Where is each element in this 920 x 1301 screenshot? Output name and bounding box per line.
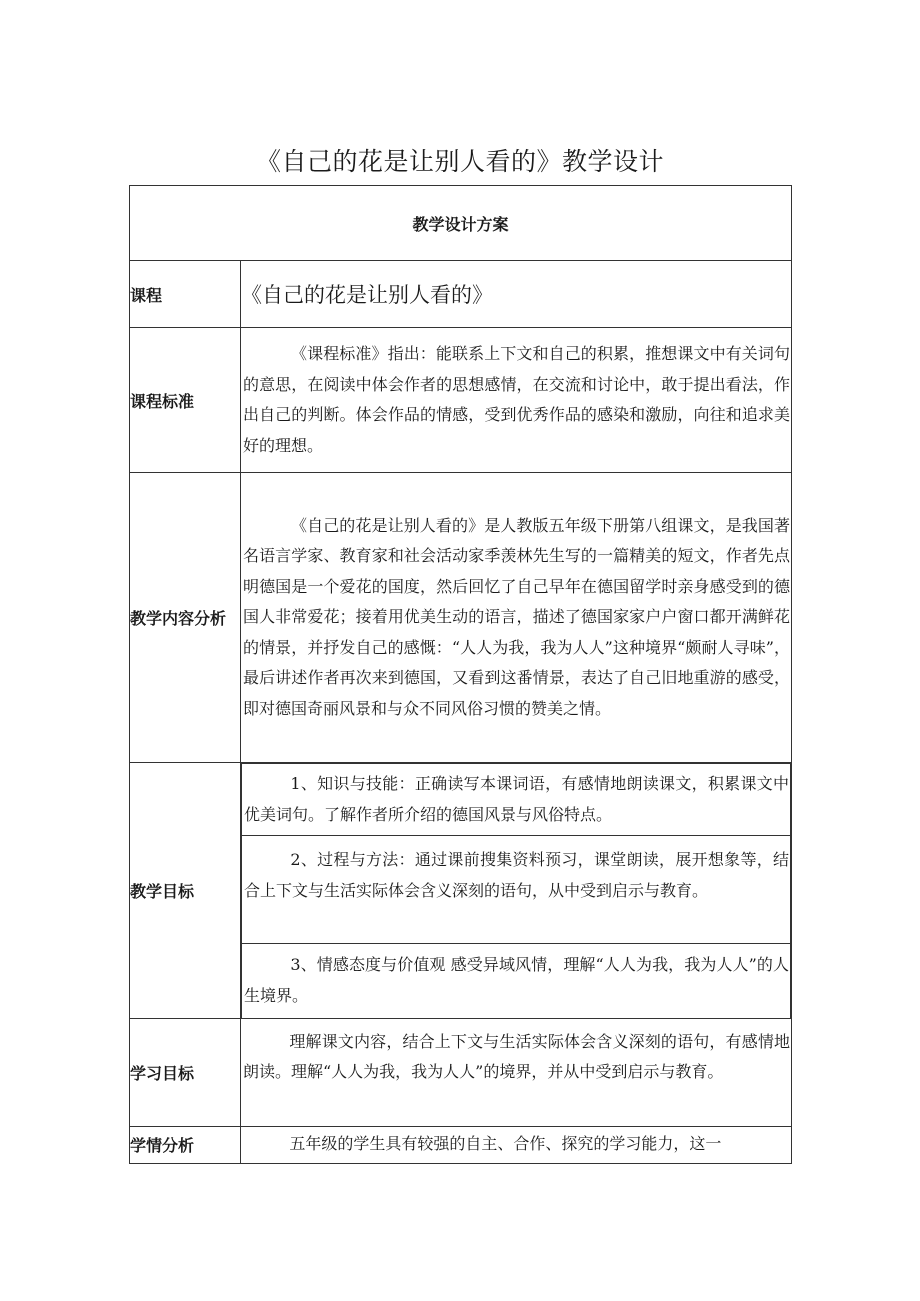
learning-goals-row (130, 1018, 792, 1126)
teaching-goals-label: 教学目标 (130, 763, 241, 1019)
content-analysis-text: 《自己的花是让别人看的》是人教版五年级下册第八组课文，是我国著名语言学家、教育家和社会活动家季羡林先生写的一篇精美的短文，作者先点明德国是一个爱花的国度，然后回忆了自己早年在德国留学时亲身感受到的德国人非常爱花；接着用优美生动的语言，描述了德国家家户户窗口都开满鲜花的情景，并抒发自己的感慨：“人人为我，我为人人”这种境界“颇耐人寻味”，最后讲述作者再次来到德国，又看到这番情景，表达了自己旧地重游的感受，即对德国奇丽风景和与众不同风俗习惯的赞美之情。 (243, 515, 791, 718)
learner-analysis-cell (241, 1126, 792, 1163)
course-label: 课程 (130, 261, 241, 328)
learner-analysis-label: 学情分析 (130, 1126, 241, 1163)
content-analysis-cell (241, 473, 792, 763)
learning-goals-text: 理解课文内容，结合上下文与生活实际体会含义深刻的语句，有感情地朗读。理解“人人为我，我为人人”的境界，并从中受到启示与教育。 (243, 1031, 791, 1081)
teaching-goal-item: 3、情感态度与价值观 感受异域风情，理解“人人为我，我为人人”的人生境界。 (244, 955, 790, 1005)
standard-cell (241, 328, 792, 473)
design-plan-table (129, 185, 792, 1164)
table-header-row (130, 186, 792, 261)
table-header: 教学设计方案 (130, 186, 792, 261)
content-analysis-label: 教学内容分析 (130, 473, 241, 763)
course-value: 《自己的花是让别人看的》 (241, 261, 792, 328)
content-analysis-row (130, 473, 792, 763)
standard-row (130, 328, 792, 473)
standard-label: 课程标准 (130, 328, 241, 473)
teaching-goal-item: 2、过程与方法：通过课前搜集资料预习，课堂朗读，展开想象等，结合上下文与生活实际体会含义深刻的语句，从中受到启示与教育。 (244, 850, 790, 900)
course-row (130, 261, 792, 328)
learning-goals-label: 学习目标 (130, 1018, 241, 1126)
document-title: 《自己的花是让别人看的》教学设计 (255, 147, 664, 176)
learning-goals-cell (241, 1018, 792, 1126)
learner-analysis-row (130, 1126, 792, 1163)
teaching-goals-row (130, 763, 792, 1019)
teaching-goals-cell (241, 763, 792, 1019)
teaching-goals-list (241, 763, 791, 1018)
standard-text: 《课程标准》指出：能联系上下文和自己的积累，推想课文中有关词句的意思，在阅读中体会作者的思想感情，在交流和讨论中，敢于提出看法，作出自己的判断。体会作品的情感，受到优秀作品的感染和激励，向往和追求美好的理想。 (243, 344, 791, 455)
teaching-goal-item: 1、知识与技能：正确读写本课词语，有感情地朗读课文，积累课文中优美词句。了解作者所介绍的德国风景与风俗特点。 (244, 774, 790, 824)
learner-analysis-text: 五年级的学生具有较强的自主、合作、探究的学习能力，这一 (289, 1134, 722, 1154)
